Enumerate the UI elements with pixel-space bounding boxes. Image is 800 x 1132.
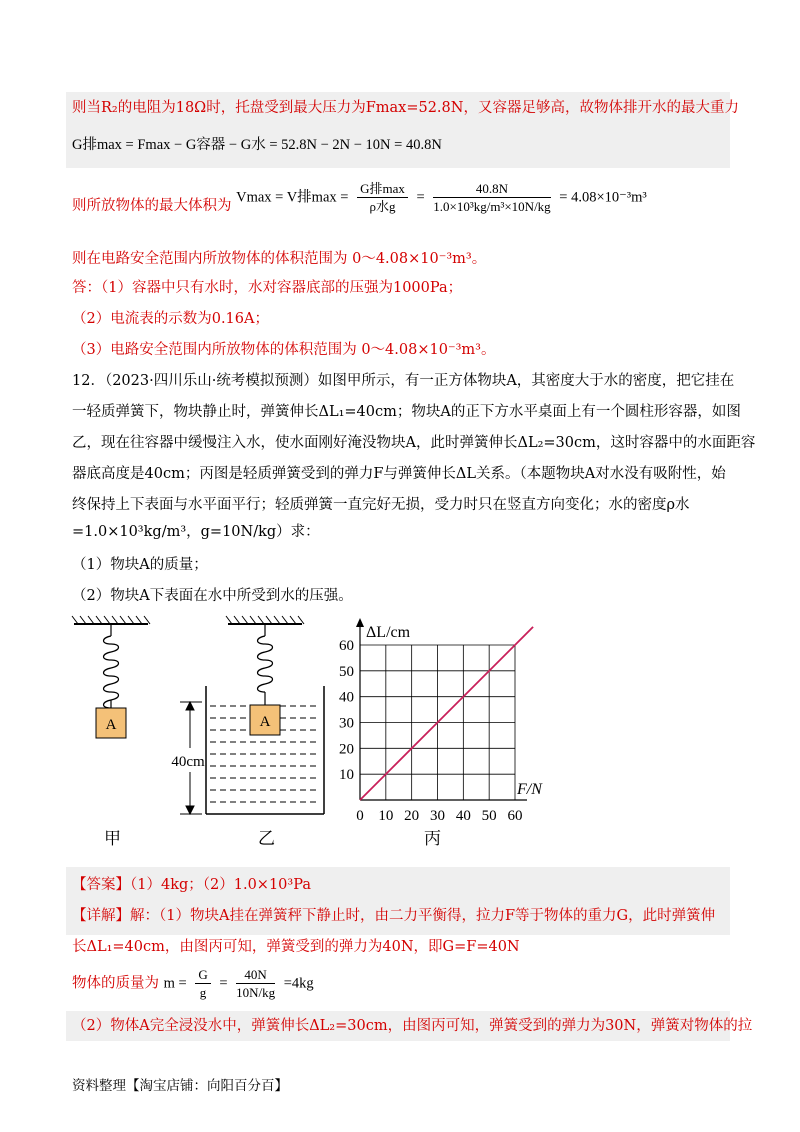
x-tick-label: 50 [481, 808, 497, 824]
spring-yi [258, 624, 273, 705]
answer-3: （3）电路安全范围内所放物体的体积范围为 0～4.08×10⁻³m³。 [72, 342, 496, 358]
answer-text: 【答案】（1）4kg；（2）1.0×10³Pa [72, 877, 311, 893]
mass-result: =4kg [283, 975, 314, 992]
y-axis-label: ΔL/cm [366, 624, 411, 641]
question-12-line-5: 终保持上下表面与水平面平行；轻质弹簧一直完好无损，受力时只在竖直方向变化；水的密度ρ水 [72, 497, 690, 513]
answer-1: 答：（1）容器中只有水时，水对容器底部的压强为1000Pa； [72, 280, 463, 296]
y-tick-label: 40 [339, 689, 354, 706]
answer-line [72, 874, 311, 896]
question-12-line-8: （2）物块A下表面在水中所受到水的压强。 [72, 588, 353, 604]
solution-line-1: 则当R₂的电阻为18Ω时，托盘受到最大压力为Fmax=52.8N，又容器足够高，故物体排开水的最大重力 [72, 100, 739, 116]
question-12-line-6: =1.0×10³kg/m³，g=10N/kg）求： [72, 524, 320, 540]
label-bing: 丙 [424, 829, 441, 849]
mass-eq: = [219, 975, 228, 992]
volume-formula [72, 180, 647, 215]
question-12-line-3: 乙，现在往容器中缓慢注入水，使水面刚好淹没物块A，此时弹簧伸长ΔL₂=30cm，这时容器中的水面距容 [72, 435, 756, 451]
mass-prefix: 物体的质量为 [72, 975, 159, 992]
question-12-line-1: 12．（2023·四川乐山·统考模拟预测）如图甲所示，有一正方体物块A，其密度大于水的密度，把它挂在 [72, 373, 735, 389]
answer-2: （2）电流表的示数为0.16A； [72, 311, 269, 327]
volume-lhs: Vmax = V排max = [236, 189, 349, 206]
x-tick-label: 10 [378, 808, 394, 824]
mass-lhs: m = [163, 975, 187, 992]
label-yi: 乙 [258, 829, 275, 849]
mass-frac-1: $\frac{G}{g}$ [195, 966, 210, 1001]
volume-prefix: 则所放物体的最大体积为 [72, 197, 232, 214]
volume-eq: = [416, 189, 425, 206]
range-line: 则在电路安全范围内所放物体的体积范围为 0～4.08×10⁻³m³。 [72, 251, 487, 267]
question-12-line-7: （1）物块A的质量； [72, 557, 208, 573]
formula-g-max: G排max = Fmax − G容器 − G水 = 52.8N − 2N − 10N = 40.8N [72, 137, 442, 153]
mass-formula [72, 966, 314, 1001]
footer: 资料整理【淘宝店铺：向阳百分百】 [72, 1078, 288, 1094]
question-12-line-2: 一轻质弹簧下，物块静止时，弹簧伸长ΔL₁=40cm；物块A的正下方水平桌面上有一个圆柱形容器，如图 [72, 404, 741, 420]
question-12-line-4: 器底高度是40cm；丙图是轻质弹簧受到的弹力F与弹簧伸长ΔL关系。（本题物块A对水没有吸附性，始 [72, 466, 726, 482]
detail-line-2: 长ΔL₁=40cm，由图丙可知，弹簧受到的弹力为40N，即G=F=40N [72, 939, 520, 955]
x-tick-label: 60 [507, 808, 523, 824]
ceiling-hatch-yi [226, 616, 304, 624]
y-tick-label: 50 [339, 663, 354, 680]
block-a-jia-label: A [105, 717, 117, 733]
volume-result: = 4.08×10⁻³m³ [559, 189, 647, 206]
spring-jia [104, 624, 119, 708]
x-tick-label: 40 [455, 808, 471, 824]
y-tick-label: 10 [339, 767, 354, 784]
detail-line-1: 【详解】解：（1）物块A挂在弹簧秤下静止时，由二力平衡得，拉力F等于物体的重力G，此时弹簧伸 [72, 908, 716, 924]
volume-frac-1: $\frac{\text{G排max}}{\text{ρ水g}}$ [357, 180, 408, 215]
volume-frac-2: $\frac{40.8N}{\text{1.0×10³kg/m³×10N/kg}}$ [433, 181, 551, 214]
y-tick-label: 60 [339, 638, 354, 654]
mass-frac-2: $\frac{40N}{10N/kg}$ [236, 967, 276, 1000]
block-a-yi-label: A [259, 714, 271, 730]
height-label: 40cm [171, 754, 205, 770]
y-tick-label: 30 [339, 715, 354, 732]
x-tick-label: 30 [430, 808, 445, 824]
x-axis-label: F/N [517, 781, 542, 798]
ceiling-hatch-jia [72, 616, 150, 624]
detail-line-3: （2）物体A完全浸没水中，弹簧伸长ΔL₂=30cm，由图丙可知，弹簧受到的弹力为30N，弹簧对物体的拉 [72, 1018, 753, 1034]
y-tick-label: 20 [339, 741, 354, 758]
y-axis-arrow [356, 618, 364, 627]
spring-figure [60, 610, 340, 850]
label-jia: 甲 [104, 829, 121, 849]
spring-chart [330, 615, 570, 830]
x-tick-label: 0 [356, 808, 364, 824]
x-tick-label: 20 [404, 808, 420, 824]
